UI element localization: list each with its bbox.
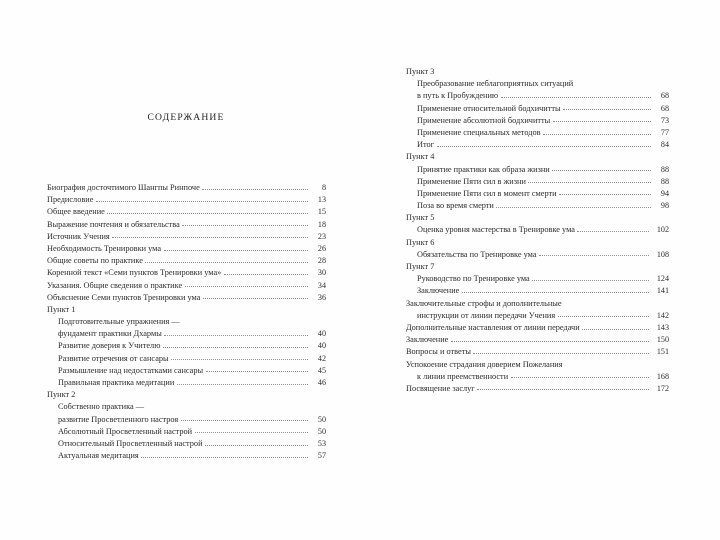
page-title: СОДЕРЖАНИЕ bbox=[147, 112, 225, 123]
toc-entry bbox=[406, 273, 669, 285]
toc-entry-label: Необходимость Тренировки ума bbox=[47, 243, 162, 253]
toc-dot-leader bbox=[202, 189, 308, 190]
toc-entry bbox=[47, 377, 326, 389]
toc-entry bbox=[406, 346, 669, 358]
toc-dot-leader bbox=[205, 445, 308, 446]
toc-entry bbox=[406, 200, 669, 212]
toc-entry-label: Источник Учения bbox=[47, 231, 110, 241]
toc-entry-continuation bbox=[47, 401, 326, 413]
toc-entry-label: Пункт 2 bbox=[47, 390, 76, 400]
toc-entry-label: Указания. Общие сведения о практике bbox=[47, 280, 183, 290]
toc-entry-label: Заключение bbox=[417, 286, 460, 296]
toc-dot-leader bbox=[203, 298, 308, 299]
toc-entry-label: Актуальная медитация bbox=[58, 451, 139, 461]
toc-page-number: 26 bbox=[317, 243, 326, 253]
toc-page-number: 124 bbox=[656, 274, 669, 284]
toc-section-heading bbox=[47, 304, 326, 316]
toc-entry bbox=[47, 438, 326, 450]
toc-entry bbox=[47, 231, 326, 243]
toc-entry-label: Заключение bbox=[406, 335, 449, 345]
toc-entry-label: Подготовительные упражнения — bbox=[58, 317, 180, 327]
toc-entry bbox=[406, 334, 669, 346]
toc-entry-continuation bbox=[406, 78, 669, 90]
toc-dot-leader bbox=[553, 121, 651, 122]
toc-entry bbox=[406, 285, 669, 297]
toc-dot-leader bbox=[451, 341, 649, 342]
toc-page-number: 57 bbox=[317, 451, 326, 461]
toc-page-number: 18 bbox=[317, 219, 326, 229]
toc-entry-label: Развитие отречения от сансары bbox=[58, 353, 169, 363]
toc-page-number: 68 bbox=[660, 103, 669, 113]
toc-page-number: 40 bbox=[317, 329, 326, 339]
toc-entry bbox=[47, 328, 326, 340]
toc-page-number: 108 bbox=[656, 249, 669, 259]
toc-entry bbox=[406, 310, 669, 322]
toc-entry bbox=[47, 340, 326, 352]
toc-dot-leader bbox=[177, 384, 308, 385]
toc-entry-label: к линии преемственности bbox=[417, 371, 509, 381]
toc-dot-leader bbox=[496, 207, 651, 208]
toc-entry bbox=[406, 139, 669, 151]
toc-entry bbox=[406, 383, 669, 395]
toc-entry-label: Преобразование неблагоприятных ситуаций bbox=[417, 79, 574, 89]
toc-entry bbox=[47, 353, 326, 365]
toc-entry bbox=[47, 219, 326, 231]
toc-dot-leader bbox=[559, 194, 651, 195]
toc-entry-label: развитие Просветленного настроя bbox=[58, 414, 179, 424]
toc-entry-label: фундамент практики Дхармы bbox=[58, 329, 162, 339]
toc-entry bbox=[47, 267, 326, 279]
toc-entry bbox=[406, 249, 669, 261]
toc-entry bbox=[47, 426, 326, 438]
toc-entry-label: Собственно практика — bbox=[58, 402, 145, 412]
toc-page-number: 13 bbox=[317, 195, 326, 205]
toc-dot-leader bbox=[224, 274, 308, 275]
toc-entry-label: Правильная практика медитации bbox=[58, 378, 175, 387]
toc-entry-label: Размышление над недостатками сансары bbox=[58, 365, 204, 375]
toc-entry-label: Успокоение страдания доверием Пожелания bbox=[406, 359, 563, 369]
toc-page-number: 46 bbox=[317, 378, 326, 387]
toc-entry-label: Применение специальных методов bbox=[417, 127, 541, 137]
toc-entry-label: Применение Пяти сил в момент смерти bbox=[417, 188, 557, 198]
toc-column-right bbox=[406, 66, 669, 395]
toc-dot-leader bbox=[112, 237, 308, 238]
toc-dot-leader bbox=[577, 231, 649, 232]
toc-section-heading bbox=[406, 66, 669, 78]
toc-page-number: 143 bbox=[656, 322, 669, 332]
toc-dot-leader bbox=[477, 389, 649, 390]
toc-entry bbox=[406, 115, 669, 127]
toc-dot-leader bbox=[543, 134, 651, 135]
toc-section-heading bbox=[406, 237, 669, 249]
toc-dot-leader bbox=[107, 213, 308, 214]
toc-page-number: 15 bbox=[317, 207, 326, 217]
toc-entry-continuation bbox=[47, 316, 326, 328]
toc-dot-leader bbox=[528, 182, 651, 183]
toc-page-number: 102 bbox=[656, 225, 669, 235]
toc-page-number: 84 bbox=[660, 140, 669, 150]
toc-dot-leader bbox=[182, 225, 308, 226]
toc-entry bbox=[406, 224, 669, 236]
toc-entry bbox=[47, 194, 326, 206]
toc-entry bbox=[406, 103, 669, 115]
toc-page-number: 141 bbox=[656, 286, 669, 296]
toc-entry-label: Общие советы по практике bbox=[47, 256, 143, 266]
toc-page-number: 42 bbox=[317, 353, 326, 363]
toc-page-number: 50 bbox=[317, 426, 326, 436]
toc-page-number: 168 bbox=[656, 371, 669, 381]
toc-section-heading bbox=[406, 261, 669, 273]
toc-entry-label: Коренной текст «Семи пунктов Тренировки ума» bbox=[47, 268, 222, 278]
toc-entry bbox=[47, 280, 326, 292]
toc-dot-leader bbox=[181, 420, 308, 421]
toc-dot-leader bbox=[539, 255, 649, 256]
toc-entry-label: Выражение почтения и обязательства bbox=[47, 219, 180, 229]
toc-page-number: 142 bbox=[656, 310, 669, 320]
toc-column-left bbox=[47, 182, 326, 462]
toc-entry-label: Посвящение заслуг bbox=[406, 383, 475, 393]
toc-entry-label: Итог bbox=[417, 140, 435, 150]
toc-entry bbox=[47, 206, 326, 218]
toc-page-number: 50 bbox=[317, 414, 326, 424]
toc-entry-label: Заключительные строфы и дополнительные bbox=[406, 298, 562, 308]
toc-page-number: 23 bbox=[317, 231, 326, 241]
toc-dot-leader bbox=[206, 371, 308, 372]
toc-dot-leader bbox=[185, 286, 308, 287]
toc-dot-leader bbox=[145, 262, 308, 263]
toc-entry-label: Предисловие bbox=[47, 195, 94, 205]
toc-dot-leader bbox=[558, 316, 649, 317]
toc-dot-leader bbox=[164, 335, 308, 336]
toc-dot-leader bbox=[501, 97, 651, 98]
toc-page-number: 88 bbox=[660, 164, 669, 174]
toc-entry-label: Принятие практики как образа жизни bbox=[417, 164, 550, 174]
toc-dot-leader bbox=[462, 292, 649, 293]
toc-entry-label: Биография досточтимого Шангпы Ринпоче bbox=[47, 183, 200, 192]
toc-section-heading bbox=[47, 389, 326, 401]
toc-entry bbox=[47, 292, 326, 304]
toc-entry-label: Применение относительной бодхичитты bbox=[417, 103, 561, 113]
toc-entry bbox=[406, 188, 669, 200]
toc-entry-label: Объяснение Семи пунктов Тренировки ума bbox=[47, 292, 201, 302]
toc-dot-leader bbox=[563, 109, 651, 110]
toc-entry-label: Общее введение bbox=[47, 207, 105, 217]
toc-entry-label: Вопросы и ответы bbox=[406, 347, 471, 357]
toc-dot-leader bbox=[437, 146, 651, 147]
toc-entry-label: Пункт 4 bbox=[406, 152, 435, 162]
toc-entry-label: Применение абсолютной бодхичитты bbox=[417, 115, 551, 125]
toc-page-number: 45 bbox=[317, 365, 326, 375]
toc-dot-leader bbox=[532, 280, 649, 281]
toc-page-number: 94 bbox=[660, 188, 669, 198]
toc-entry-label: Обязательства по Тренировке ума bbox=[417, 249, 537, 259]
toc-entry-label: Руководство по Тренировке ума bbox=[417, 274, 530, 284]
toc-entry bbox=[406, 322, 669, 334]
toc-entry-label: в путь к Пробуждению bbox=[417, 91, 499, 101]
toc-page-number: 151 bbox=[656, 347, 669, 357]
toc-section-heading bbox=[406, 212, 669, 224]
toc-page-number: 36 bbox=[317, 292, 326, 302]
toc-entry-continuation bbox=[406, 359, 669, 371]
toc-entry-label: Пункт 7 bbox=[406, 262, 435, 271]
toc-section-heading bbox=[406, 151, 669, 163]
toc-entry-label: Дополнительные наставления от линии передачи bbox=[406, 322, 580, 332]
toc-entry bbox=[47, 414, 326, 426]
toc-entry bbox=[406, 90, 669, 102]
toc-dot-leader bbox=[552, 170, 651, 171]
toc-dot-leader bbox=[473, 353, 649, 354]
toc-dot-leader bbox=[511, 377, 649, 378]
toc-entry bbox=[47, 365, 326, 377]
toc-entry-label: Поза во время смерти bbox=[417, 201, 494, 211]
toc-page-number: 68 bbox=[660, 91, 669, 101]
toc-entry bbox=[406, 371, 669, 383]
toc-entry bbox=[47, 255, 326, 267]
toc-page-number: 28 bbox=[317, 256, 326, 266]
toc-entry-label: Относительный Просветленный настрой bbox=[58, 438, 203, 448]
toc-page-number: 34 bbox=[317, 280, 326, 290]
toc-entry-label: инструкции от линии передачи Учения bbox=[417, 310, 556, 320]
toc-dot-leader bbox=[163, 347, 308, 348]
toc-entry bbox=[406, 127, 669, 139]
toc-entry bbox=[406, 176, 669, 188]
toc-dot-leader bbox=[171, 359, 308, 360]
toc-entry bbox=[47, 450, 326, 462]
toc-page-number: 53 bbox=[317, 438, 326, 448]
toc-entry-label: Оценка уровня мастерства в Тренировке ума bbox=[417, 225, 575, 235]
toc-page-number: 40 bbox=[317, 341, 326, 351]
toc-page-number: 150 bbox=[656, 335, 669, 345]
toc-entry-label: Пункт 3 bbox=[406, 67, 435, 76]
toc-dot-leader bbox=[164, 250, 308, 251]
toc-page-number: 98 bbox=[660, 201, 669, 211]
toc-dot-leader bbox=[195, 432, 308, 433]
toc-entry bbox=[406, 164, 669, 176]
toc-page-number: 73 bbox=[660, 115, 669, 125]
toc-entry-label: Развитие доверия к Учителю bbox=[58, 341, 161, 351]
toc-dot-leader bbox=[141, 457, 308, 458]
toc-dot-leader bbox=[582, 329, 649, 330]
toc-page-number: 88 bbox=[660, 176, 669, 186]
toc-entry-label: Пункт 1 bbox=[47, 304, 76, 314]
toc-entry-label: Пункт 5 bbox=[406, 213, 435, 223]
toc-dot-leader bbox=[96, 201, 308, 202]
toc-page-number: 77 bbox=[660, 127, 669, 137]
toc-entry bbox=[47, 243, 326, 255]
toc-page-number: 172 bbox=[656, 383, 669, 393]
toc-page-number: 8 bbox=[321, 183, 326, 192]
toc-entry-label: Пункт 6 bbox=[406, 237, 435, 247]
toc-entry bbox=[47, 182, 326, 194]
toc-entry-continuation bbox=[406, 298, 669, 310]
toc-entry-label: Применение Пяти сил в жизни bbox=[417, 176, 526, 186]
toc-page-number: 30 bbox=[317, 268, 326, 278]
toc-entry-label: Абсолютный Просветленный настрой bbox=[58, 426, 193, 436]
